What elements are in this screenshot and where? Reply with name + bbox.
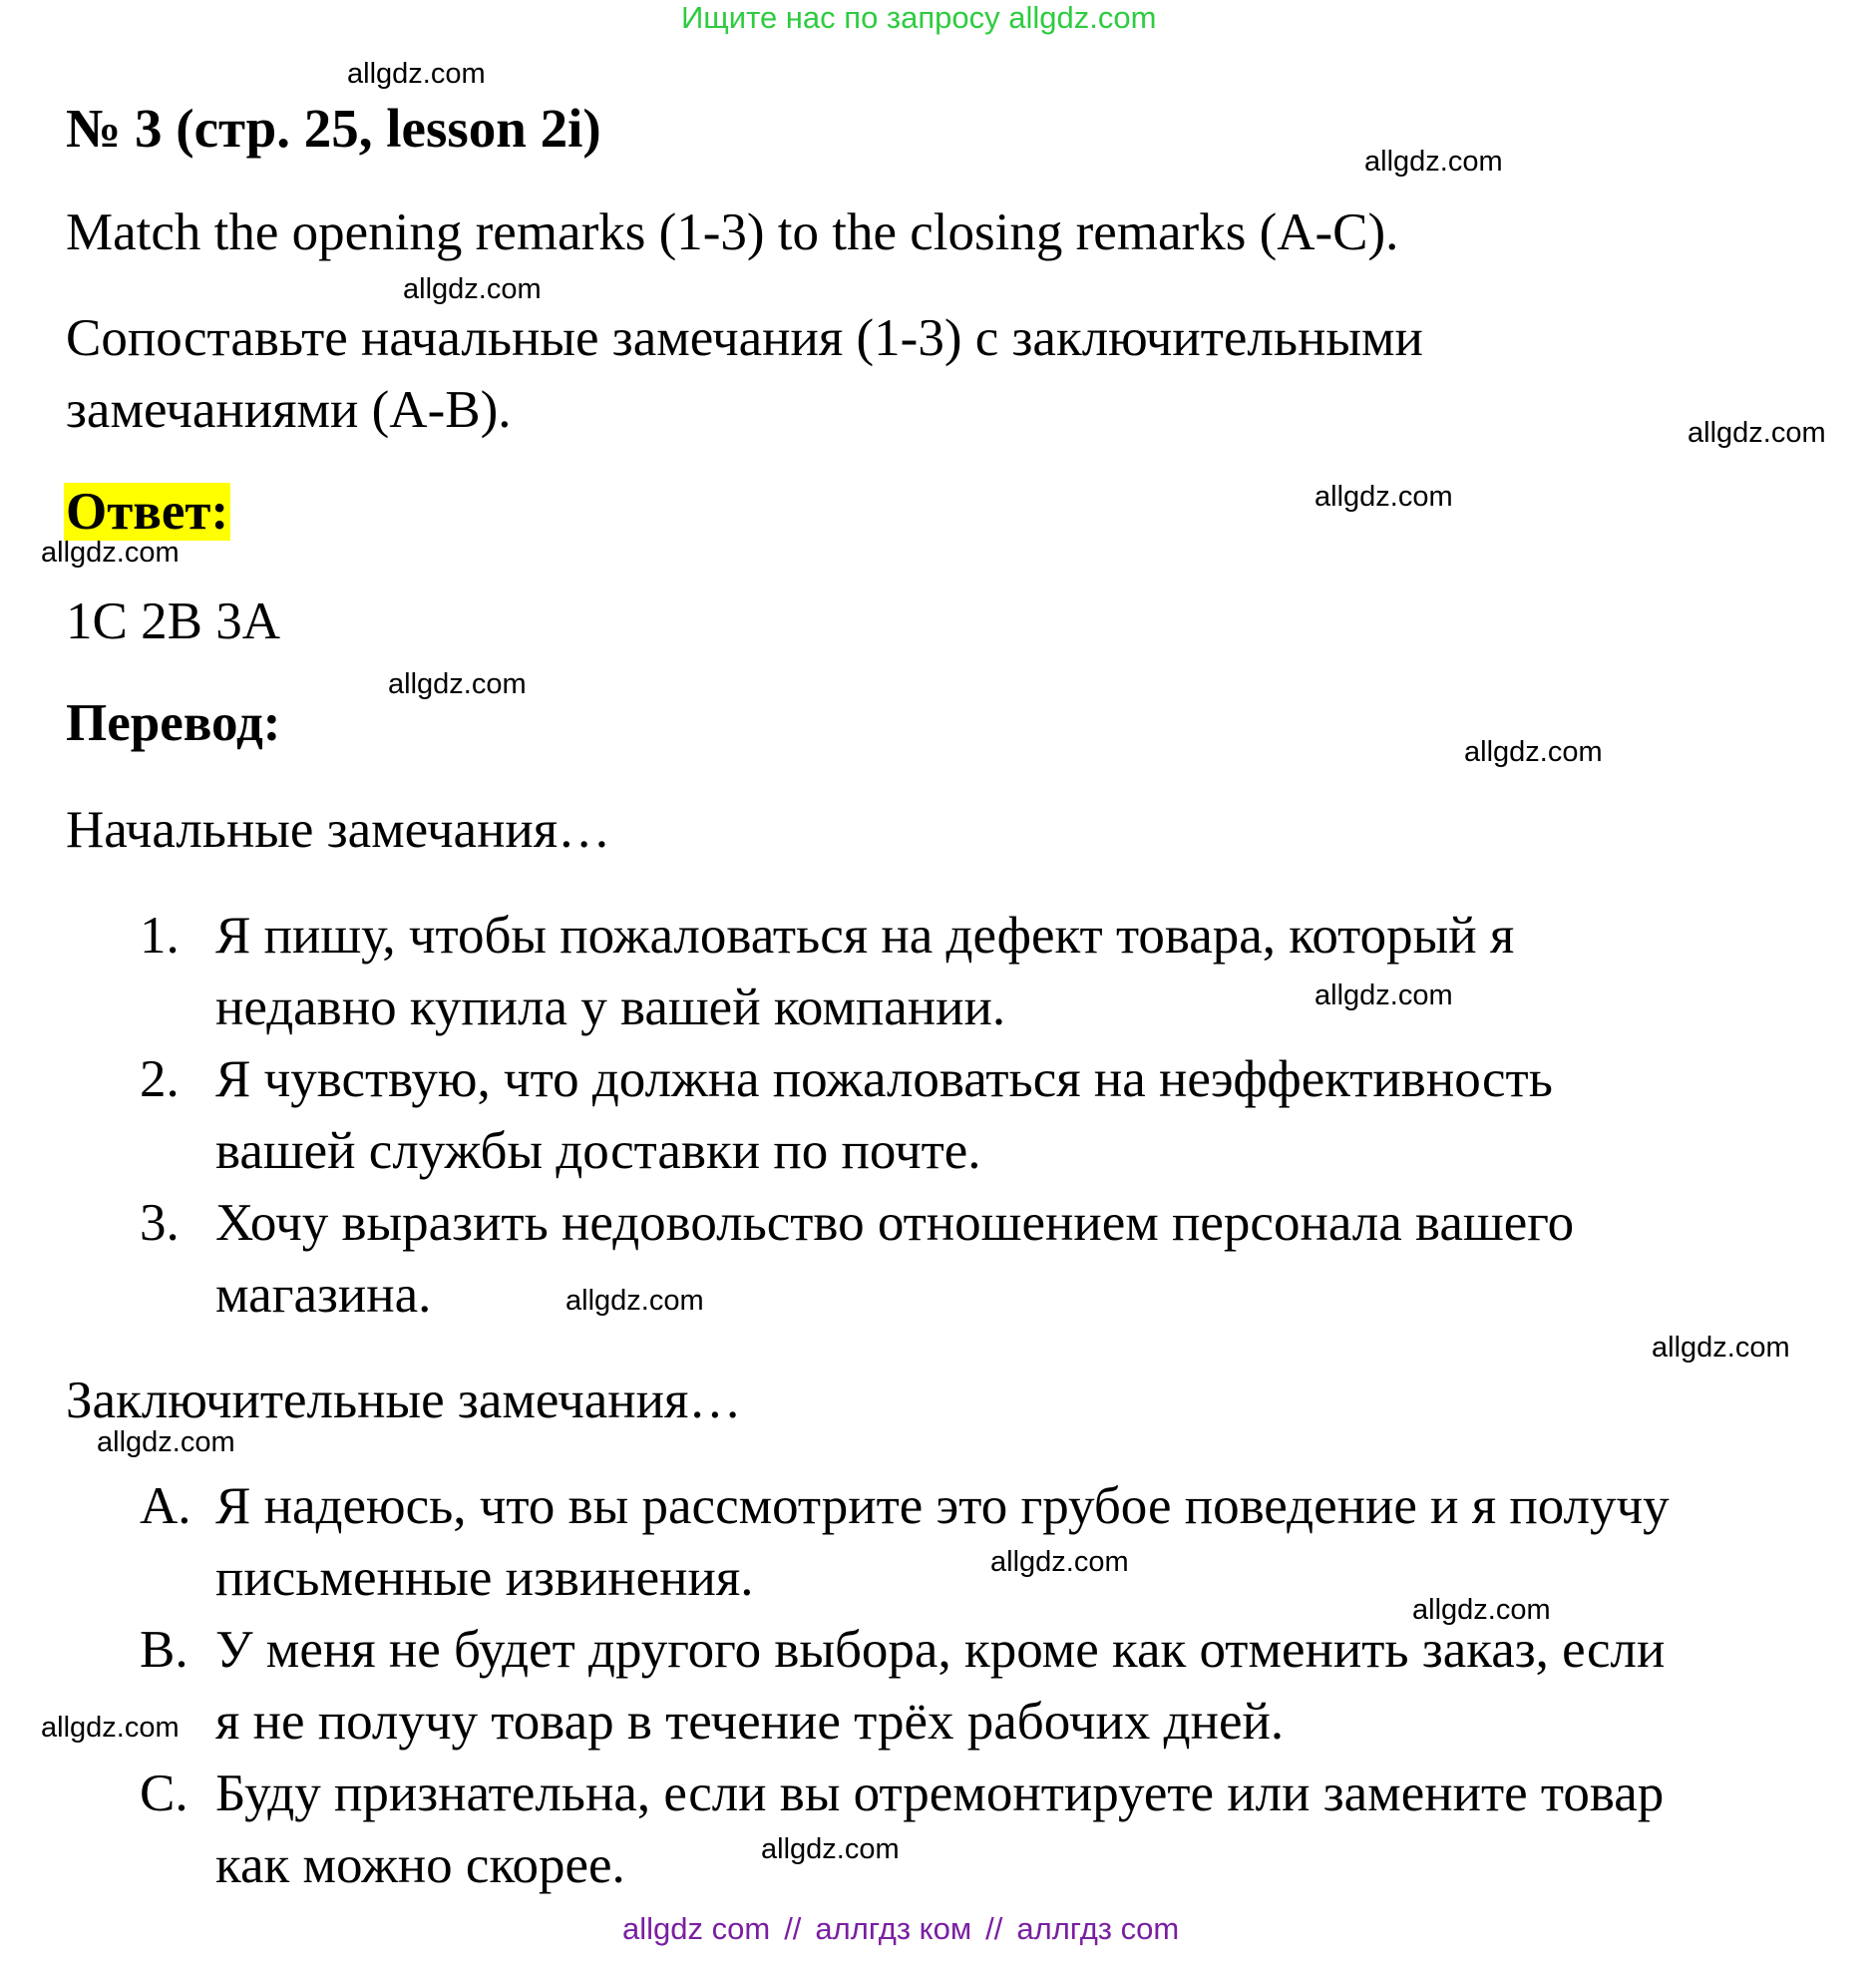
footer-link-allgdz-ru-kom[interactable]: аллгдз ком <box>815 1911 972 1946</box>
closing-item-b-line-2: я не получу товар в течение трёх рабочих дней. <box>215 1693 1285 1751</box>
watermark: allgdz.com <box>990 1546 1129 1578</box>
opening-item-2-line-1: Я чувствую, что должна пожаловаться на неэффективность <box>215 1050 1553 1108</box>
watermark: allgdz.com <box>1364 146 1503 178</box>
watermark: allgdz.com <box>41 1712 180 1744</box>
watermark: allgdz.com <box>1314 980 1453 1011</box>
footer-link-allgdz-ru-com[interactable]: аллгдз com <box>1016 1911 1180 1946</box>
footer-link-allgdz[interactable]: allgdz com <box>622 1911 771 1946</box>
answer-heading <box>64 483 230 541</box>
instruction-english: Match the opening remarks (1-3) to the closing remarks (A-C). <box>66 203 1399 261</box>
footer-links <box>622 1911 1179 1947</box>
opening-item-1-line-1: Я пишу, чтобы пожаловаться на дефект товара, который я <box>215 907 1515 965</box>
closing-item-b-line-1: У меня не будет другого выбора, кроме как отменить заказ, если <box>215 1621 1666 1679</box>
top-banner[interactable]: Ищите нас по запросу allgdz.com <box>681 0 1157 35</box>
watermark: allgdz.com <box>565 1285 704 1317</box>
opening-item-3-marker: 3. <box>140 1194 180 1252</box>
watermark: allgdz.com <box>1314 481 1453 513</box>
watermark: allgdz.com <box>1688 417 1826 449</box>
watermark: allgdz.com <box>403 273 542 305</box>
answer-heading-highlight: Ответ: <box>66 483 229 541</box>
closing-item-c-line-1: Буду признательна, если вы отремонтируете или замените товар <box>215 1765 1665 1822</box>
opening-item-3-line-2: магазина. <box>215 1266 432 1324</box>
opening-item-1-line-2: недавно купила у вашей компании. <box>215 979 1006 1036</box>
watermark: allgdz.com <box>761 1833 900 1865</box>
instruction-russian-line-2: замечаниями (А-В). <box>66 381 512 439</box>
opening-item-2-line-2: вашей службы доставки по почте. <box>215 1122 981 1180</box>
opening-item-3-line-1: Хочу выразить недовольство отношением персонала вашего <box>215 1194 1575 1252</box>
footer-separator: // <box>784 1911 802 1946</box>
opening-remarks-heading: Начальные замечания… <box>66 801 611 859</box>
closing-item-b-marker: B. <box>140 1621 188 1679</box>
closing-item-a-line-1: Я надеюсь, что вы рассмотрите это грубое поведение и я получу <box>215 1477 1670 1535</box>
closing-remarks-heading: Заключительные замечания… <box>66 1372 742 1429</box>
watermark: allgdz.com <box>347 58 486 90</box>
watermark: allgdz.com <box>388 668 527 700</box>
watermark: allgdz.com <box>1412 1594 1551 1626</box>
watermark: allgdz.com <box>1652 1332 1790 1364</box>
footer-separator: // <box>985 1911 1003 1946</box>
translation-heading: Перевод: <box>66 694 281 752</box>
exercise-title: № 3 (стр. 25, lesson 2i) <box>66 98 601 159</box>
watermark: allgdz.com <box>41 537 180 569</box>
closing-item-a-line-2: письменные извинения. <box>215 1549 754 1607</box>
watermark: allgdz.com <box>97 1426 235 1458</box>
opening-item-1-marker: 1. <box>140 907 180 965</box>
closing-item-c-line-2: как можно скорее. <box>215 1836 625 1894</box>
closing-item-a-marker: A. <box>140 1477 191 1535</box>
opening-item-2-marker: 2. <box>140 1050 180 1108</box>
instruction-russian-line-1: Сопоставьте начальные замечания (1-3) с заключительными <box>66 309 1423 367</box>
closing-item-c-marker: C. <box>140 1765 188 1822</box>
answer-value: 1C 2B 3A <box>66 592 280 650</box>
watermark: allgdz.com <box>1464 736 1603 768</box>
